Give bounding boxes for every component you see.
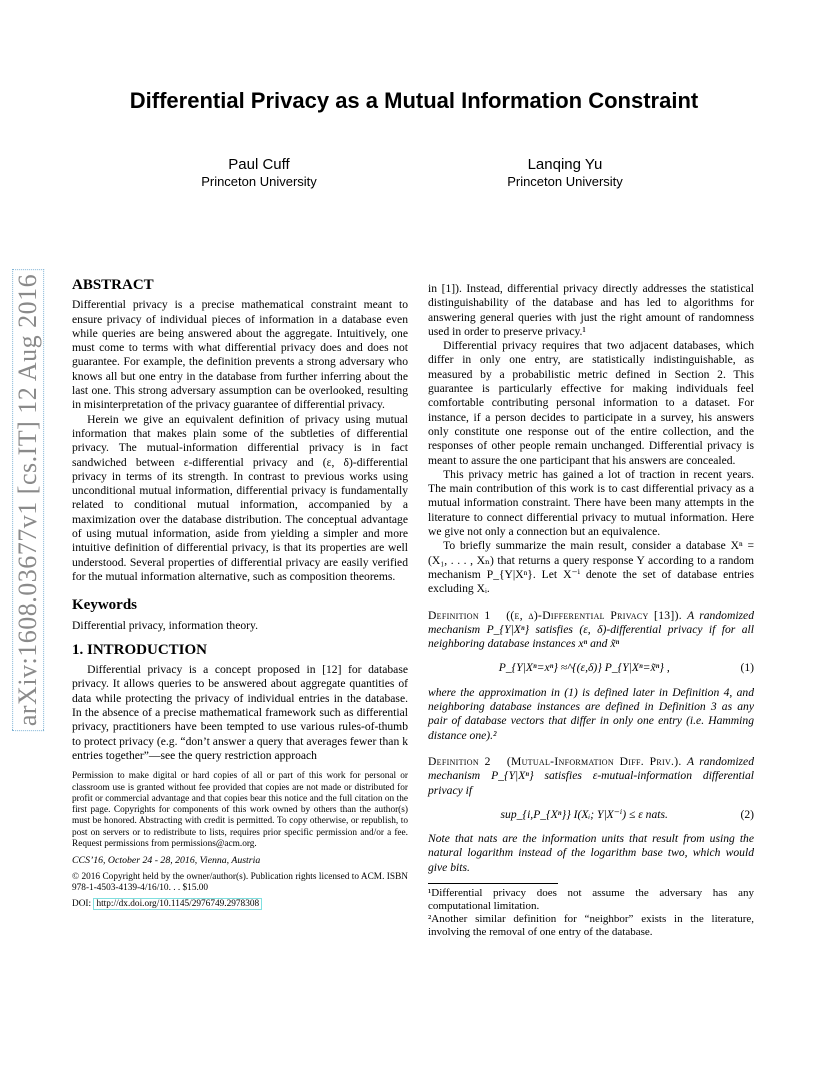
intro-paragraph-3: This privacy metric has gained a lot of traction in recent years. The main contribution of this work is to cast differential privacy as a mutual information constraint. There have been many attempts in the literature to connect differential privacy to mutual information. Here we give not only a connection but an equivalence. <box>428 467 754 539</box>
intro-paragraph-2: Differential privacy requires that two adjacent databases, which differ in only one entry, are statistically indistinguishable, as measured by a probabilistic metric defined in Section 2. This guarantee is particularly effective for making individuals feel comfortable contributing personal information to a dataset. For instance, if a person decides to participate in a survey, his answers only constitute one response out of the entire collection, and the responses of other people remain unchanged. Differential privacy is meant to assure the one participant that his answers are concealed. <box>428 339 754 467</box>
intro-paragraph-4: To briefly summarize the main result, consider a database Xⁿ = (X₁, . . . , Xₙ) that returns a query response Y according to a random mechanism P_{Y|Xⁿ}. Let X⁻ⁱ denote the set of database entries excluding Xᵢ. <box>428 539 754 596</box>
author-name: Paul Cuff <box>228 156 290 173</box>
arxiv-identifier: arXiv:1608.03677v1 [cs.IT] 12 Aug 2016 <box>12 269 44 731</box>
keywords-heading: Keywords <box>72 597 137 614</box>
definition-2 <box>428 755 754 798</box>
right-column <box>428 282 754 939</box>
definition-2-remark: Note that nats are the information units that result from using the natural logarithm instead of the logarithm base two, which would give bits. <box>428 832 754 874</box>
definition-2-body: A randomized mechanism P_{Y|Xⁿ} satisfies ε-mutual-information differential privacy if <box>428 754 754 797</box>
abstract-paragraph-2: Herein we give an equivalent definition of privacy using mutual information that makes plain some of the subtleties of differential privacy. The mutual-information differential privacy is in fact sandwiched between ε-differential privacy and (ε, δ)-differential privacy in terms of its strength. In contrast to previous works using unconditional mutual information, differential privacy is fundamentally related to conditional mutual information, accompanied by a maximization over the database distribution. The conceptual advantage of using mutual information, aside from yielding a simpler and more intuitive definition of differential privacy, is that its properties are well understood. Several properties of differential privacy are easily verified for the mutual information alternative, such as composition theorems. <box>72 412 408 583</box>
definition-1-body: A randomized mechanism P_{Y|Xⁿ} satisfies (ε, δ)-differential privacy if for all neighboring database instances xⁿ and x̃ⁿ <box>428 608 754 651</box>
definition-1 <box>428 609 754 652</box>
arxiv-stamp <box>8 262 48 738</box>
introduction-heading: 1. INTRODUCTION <box>72 641 208 658</box>
footnote-1: ¹Differential privacy does not assume the adversary has any computational limitation. <box>428 886 754 912</box>
keywords-text: Differential privacy, information theory. <box>72 618 258 632</box>
doi-label: DOI: <box>72 899 92 910</box>
abstract-heading: ABSTRACT <box>72 277 154 293</box>
equation-1-number: (1) <box>740 661 754 675</box>
permission-notice: Permission to make digital or hard copies of all or part of this work for personal or classroom use is granted without fee provided that copies are not made or distributed for profit or commercial advantage and that copies bear this notice and the full citation on the first page. Copyrights for components of this work owned by others than the author(s) must be honored. Abstracting with credit is permitted. To copy otherwise, or republish, to post on servers or to redistribute to lists, requires prior specific permission and/or a fee. Request permissions from permissions@acm.org. <box>72 771 408 849</box>
doi-line <box>72 897 408 911</box>
footnote-2: ²Another similar definition for “neighbor” exists in the literature, involving the removal of one entry of the database. <box>428 912 754 938</box>
definition-1-name: ((ε, δ)-Differential Privacy [13]). <box>506 608 682 622</box>
abstract-paragraph-1: Differential privacy is a precise mathematical constraint meant to ensure privacy of individual pieces of information in a database even while queries are being answered about the aggregate. Intuitively, one must come to terms with what differential privacy does and does not guarantee. For example, the definition prevents a strong adversary who knows all but one entry in the database from further inferring about the last one. This strong adversary assumption can be overlooked, resulting in misinterpretation of the privacy guarantee of differential privacy. <box>72 298 408 412</box>
definition-1-remark: where the approximation in (1) is defined later in Definition 4, and neighboring database instances are defined in Definition 3 as any pair of database vectors that differ in only one entry (i.e. Hamming distance one).² <box>428 685 754 742</box>
equation-2-number: (2) <box>740 807 754 821</box>
author-affiliation: Princeton University <box>507 174 623 189</box>
author-name: Lanqing Yu <box>527 156 603 173</box>
copyright-notice: © 2016 Copyright held by the owner/author(s). Publication rights licensed to ACM. ISBN 978-1-4503-4139-4/16/10. . . $15.00 <box>72 871 408 893</box>
footnote-rule <box>428 883 558 884</box>
intro-continuation: in [1]). Instead, differential privacy directly addresses the statistical distinguishability of the database and has led to algorithms for answering general queries with just the right amount of randomness used in order to preserve privacy.¹ <box>428 282 754 338</box>
equation-1 <box>428 661 754 675</box>
author-affiliation: Princeton University <box>201 174 317 189</box>
author-block-2 <box>455 156 675 190</box>
equation-2 <box>428 808 754 822</box>
definition-1-label: Definition 1 <box>428 608 491 622</box>
equation-1-expression: P_{Y|Xⁿ=xⁿ} ≈^{(ε,δ)} P_{Y|Xⁿ=x̃ⁿ} , <box>498 661 670 675</box>
definition-2-name: (Mutual-Information Diff. Priv.). <box>506 754 682 768</box>
equation-2-expression: sup_{i,P_{Xⁿ}} I(Xᵢ; Y|X⁻ⁱ) ≤ ε nats. <box>500 807 668 821</box>
left-column <box>72 278 408 911</box>
intro-paragraph-1: Differential privacy is a concept proposed in [12] for database privacy. It allows queries to be answered about aggregate quantities of data while protecting the privacy of individual entries in the database. In the absence of a precise mathematical framework such as differential privacy, practitioners have been tempted to use various rules-of-thumb to protect privacy (e.g. “don’t answer a query that averages fewer than k entries together”—see the query restriction approach <box>72 663 408 762</box>
definition-2-label: Definition 2 <box>428 754 491 768</box>
author-block-1 <box>149 156 369 190</box>
conference-info: CCS’16, October 24 - 28, 2016, Vienna, Austria <box>72 855 261 867</box>
doi-link[interactable]: http://dx.doi.org/10.1145/2976749.2978308 <box>93 898 262 910</box>
paper-title: Differential Privacy as a Mutual Information Constraint <box>129 88 699 113</box>
